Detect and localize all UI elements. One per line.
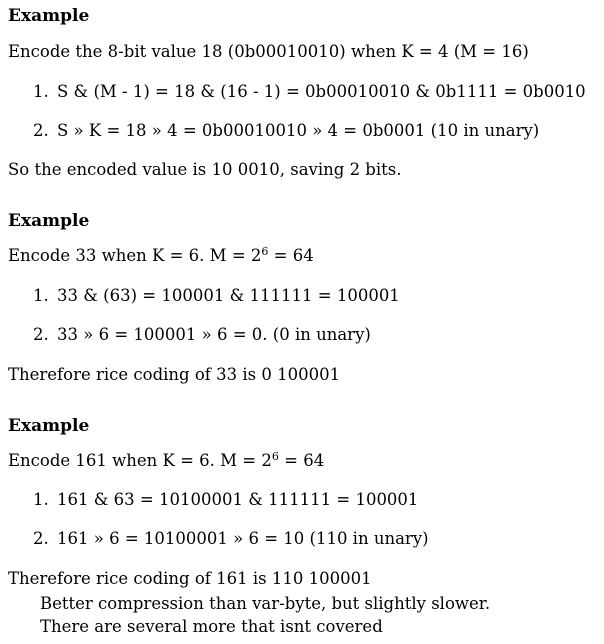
intro-text-end: = 64: [268, 246, 314, 265]
example-1-step-2: [33, 121, 539, 141]
note-more-methods: There are several more that isnt covered: [40, 617, 383, 636]
example-1-conclusion: So the encoded value is 10 0010, saving 2 bits.: [8, 160, 402, 179]
step-text: 161 & 63 = 10100001 & 111111 = 100001: [57, 490, 419, 509]
step-number: 2.: [33, 121, 49, 140]
example-2-step-2: [33, 325, 371, 345]
step-number: 1.: [33, 490, 49, 509]
example-2-step-1: [33, 286, 400, 306]
example-1-heading: Example: [8, 6, 90, 26]
example-3-intro: [8, 451, 324, 471]
example-2-heading: Example: [8, 211, 90, 231]
step-text: 33 » 6 = 100001 » 6 = 0. (0 in unary): [57, 325, 371, 344]
example-1-intro: Encode the 8-bit value 18 (0b00010010) when K = 4 (M = 16): [8, 42, 529, 61]
example-2-conclusion: Therefore rice coding of 33 is 0 100001: [8, 365, 341, 384]
step-text: 33 & (63) = 100001 & 111111 = 100001: [57, 286, 400, 305]
step-number: 1.: [33, 286, 49, 305]
exponent: 6: [261, 245, 269, 258]
step-text: 161 » 6 = 10100001 » 6 = 10 (110 in unary): [57, 529, 429, 548]
example-3-heading: Example: [8, 416, 90, 436]
intro-text: Encode 33 when K = 6. M = 2: [8, 246, 262, 265]
step-number: 2.: [33, 529, 49, 548]
step-number: 2.: [33, 325, 49, 344]
note-compression: Better compression than var-byte, but slightly slower.: [40, 594, 491, 613]
step-text: S » K = 18 » 4 = 0b00010010 » 4 = 0b0001 (10 in unary): [57, 121, 540, 140]
example-3-step-2: [33, 529, 429, 549]
intro-text-end: = 64: [278, 451, 325, 470]
step-number: 1.: [33, 82, 49, 101]
example-2-intro: [8, 246, 314, 266]
example-3-step-1: [33, 490, 418, 510]
example-3-conclusion: Therefore rice coding of 161 is 110 100001: [8, 569, 372, 588]
step-text: S & (M - 1) = 18 & (16 - 1) = 0b00010010 & 0b1111 = 0b0010: [57, 82, 586, 101]
exponent: 6: [271, 450, 279, 463]
intro-text: Encode 161 when K = 6. M = 2: [8, 451, 272, 470]
example-1-step-1: [33, 82, 586, 102]
